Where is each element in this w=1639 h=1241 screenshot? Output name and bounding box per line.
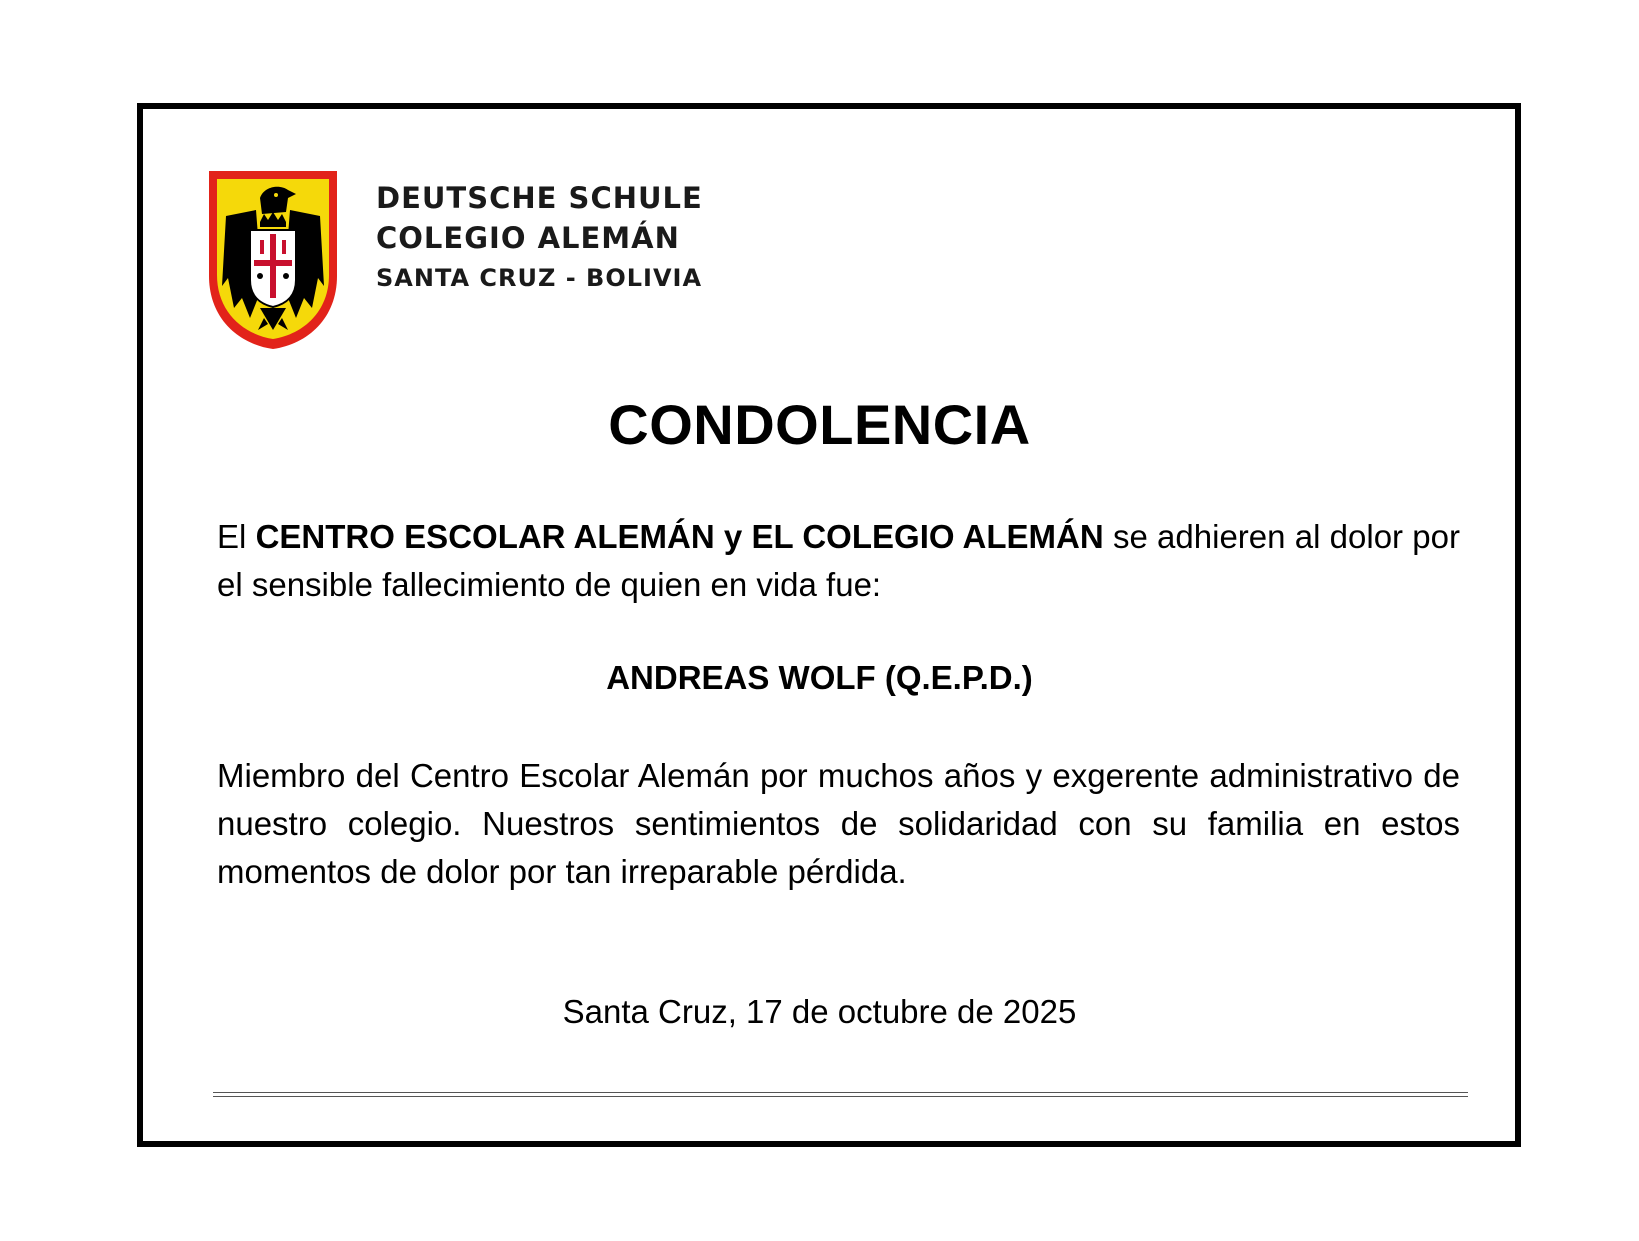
- place-date: Santa Cruz, 17 de octubre de 2025: [562, 993, 1077, 1030]
- school-name-line1: DEUTSCHE SCHULE: [376, 181, 703, 215]
- notice-title: CONDOLENCIA: [608, 393, 1031, 456]
- eagle-crest-shield-icon: [206, 168, 340, 352]
- intro-organizations: CENTRO ESCOLAR ALEMÁN y EL COLEGIO ALEMÁN: [255, 518, 1104, 555]
- notice-frame: [137, 103, 1521, 1147]
- school-location: SANTA CRUZ - BOLIVIA: [376, 264, 703, 292]
- intro-paragraph: [217, 513, 1460, 609]
- deceased-name: ANDREAS WOLF (Q.E.P.D.): [606, 659, 1033, 696]
- school-name: [376, 178, 703, 296]
- body-paragraph: Miembro del Centro Escolar Alemán por muchos años y exgerente administrativo de nuestro colegio. Nuestros sentimientos de solidaridad con su familia en estos momentos de dolor por tan irreparable pérdida.: [217, 757, 1460, 890]
- intro-prefix: El: [217, 518, 256, 555]
- school-name-line2: COLEGIO ALEMÁN: [376, 221, 680, 255]
- intro-suffix: se adhieren al dolor por el sensible fallecimiento de quien en vida fue:: [217, 518, 1460, 603]
- divider-line: [213, 1092, 1468, 1097]
